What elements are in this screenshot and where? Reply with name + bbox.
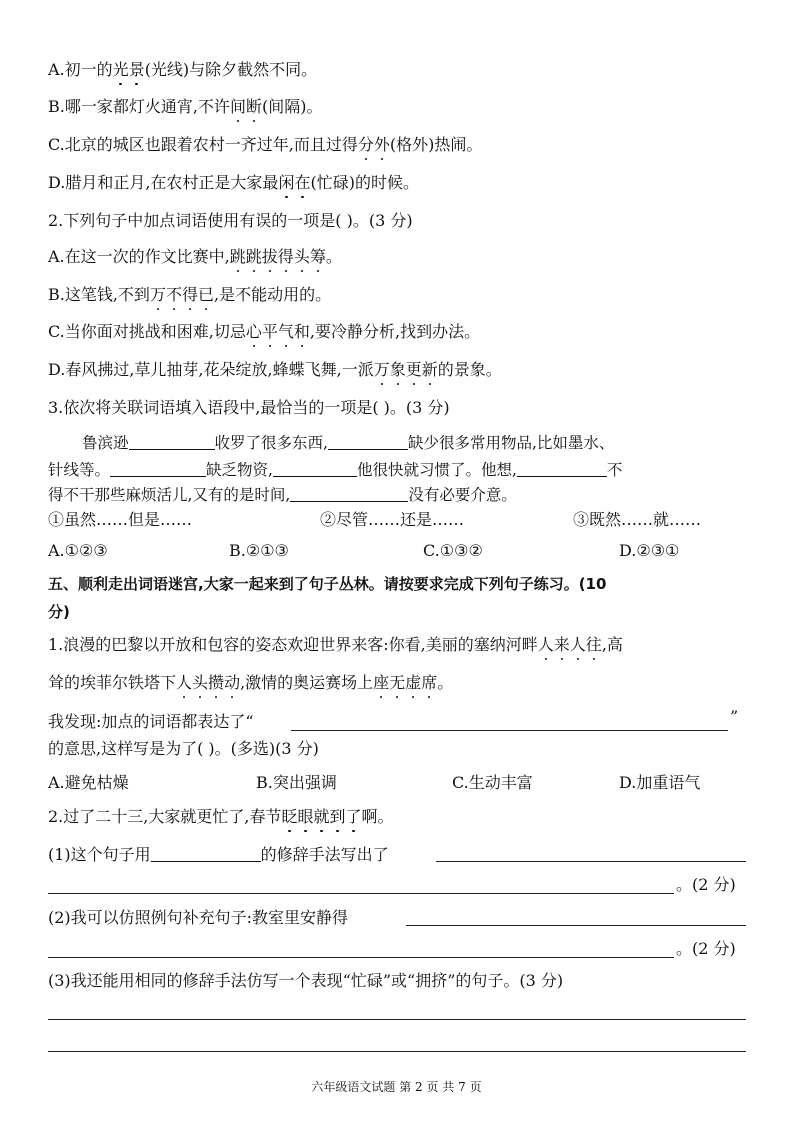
- q2-option-a: [48, 246, 342, 268]
- dotted-word: [358, 135, 390, 154]
- q3-choice-1: ①虽然……但是……: [48, 510, 193, 529]
- q3-choice-2: ②尽管……还是……: [320, 510, 465, 529]
- emphasis-char: 闲: [278, 173, 295, 192]
- emphasis-char: 更: [405, 360, 422, 379]
- emphasis-char: 往: [585, 635, 602, 654]
- q3-passage-line-1: [82, 432, 614, 454]
- q1-option-a: [48, 59, 317, 81]
- text: 2.过了二十三,大家就更忙了,春节: [48, 807, 282, 826]
- s2-stem: [48, 806, 394, 828]
- s1-option-c: C.生动丰富: [452, 773, 533, 792]
- answer-line[interactable]: [48, 1051, 746, 1052]
- text: B.哪一家都灯火通宵,不许: [48, 97, 230, 116]
- q3-answer-a: A.①②③: [48, 541, 108, 560]
- dotted-word: [246, 322, 310, 341]
- s1-meaning: 的意思,这样写是为了( )。(多选)(3 分): [48, 739, 319, 758]
- text: ,是不能动用的。: [214, 285, 332, 304]
- text: C.北京的城区也跟着农村一齐过年,而且过得: [48, 135, 358, 154]
- q2-option-b: [48, 284, 331, 306]
- text: (间隔)。: [261, 97, 323, 116]
- text: A.在这一次的作文比赛中,: [48, 247, 230, 266]
- q3-answer-b: B.②①③: [229, 541, 289, 560]
- q2-option-d: [48, 359, 502, 381]
- emphasis-char: 头: [192, 673, 209, 692]
- s2-q2-score: 。(2 分): [676, 939, 736, 958]
- dotted-word: [281, 807, 361, 826]
- emphasis-char: 光: [112, 60, 129, 79]
- emphasis-char: 人: [537, 635, 554, 654]
- q1-option-c: [48, 134, 482, 156]
- q3-passage-line-3: [48, 484, 517, 506]
- answer-blank[interactable]: [129, 433, 215, 450]
- emphasis-char: 外: [373, 135, 390, 154]
- emphasis-char: 间: [229, 97, 246, 116]
- text: 耸的埃菲尔铁塔下: [48, 673, 177, 692]
- dotted-word: [278, 173, 310, 192]
- emphasis-char: 断: [245, 97, 262, 116]
- emphasis-char: 就: [313, 807, 330, 826]
- s2-q1-score: 。(2 分): [676, 875, 736, 894]
- answer-blank[interactable]: [273, 460, 357, 477]
- section-5-title: 五、顺利走出词语迷宫,大家一起来到了句子丛林。请按要求完成下列句子练习。(10: [48, 575, 607, 593]
- text: 不: [606, 461, 623, 479]
- emphasis-char: 平: [261, 322, 278, 341]
- text: 收罗了很多东西,: [214, 434, 328, 452]
- answer-blank[interactable]: [151, 845, 261, 862]
- text: 缺少很多常用物品,比如墨水、: [407, 434, 615, 452]
- emphasis-char: 新: [421, 360, 438, 379]
- emphasis-char: 分: [357, 135, 374, 154]
- text: ,激情的奥运赛场上: [240, 673, 374, 692]
- emphasis-char: 无: [389, 673, 406, 692]
- emphasis-char: 在: [294, 173, 311, 192]
- emphasis-char: 座: [373, 673, 390, 692]
- emphasis-char: 象: [389, 360, 406, 379]
- text: (1)这个句子用: [48, 845, 151, 864]
- emphasis-char: 来: [553, 635, 570, 654]
- emphasis-char: 拔: [261, 247, 278, 266]
- text: 针线等。: [48, 461, 111, 479]
- section-5-title-cont: 分): [48, 603, 70, 621]
- text: A.初一的: [48, 60, 113, 79]
- answer-blank[interactable]: [110, 460, 206, 477]
- emphasis-char: 心: [245, 322, 262, 341]
- close-quote: ”: [730, 707, 739, 726]
- text: 他很快就习惯了。他想,: [356, 461, 517, 479]
- q3-passage-line-2: [48, 459, 622, 481]
- emphasis-char: 得: [277, 247, 294, 266]
- dotted-word: [374, 360, 438, 379]
- text: D.春风拂过,草儿抽芽,花朵绽放,蜂蝶飞舞,一派: [48, 360, 374, 379]
- emphasis-char: 人: [569, 635, 586, 654]
- q3-stem: 3.依次将关联词语填入语段中,最恰当的一项是( )。(3 分): [48, 398, 450, 417]
- s2-q1: [48, 844, 389, 866]
- dotted-word: [230, 247, 326, 266]
- text: ,高: [601, 635, 623, 654]
- dotted-word: [113, 60, 145, 79]
- s2-q3: (3)我还能用相同的修辞手法仿写一个表现“忙碌”或“拥挤”的句子。(3 分): [48, 971, 564, 990]
- text: B.这笔钱,不到: [48, 285, 150, 304]
- emphasis-char: 眨: [281, 807, 298, 826]
- emphasis-char: 万: [149, 285, 166, 304]
- text: 。: [437, 673, 454, 692]
- emphasis-char: 气: [277, 322, 294, 341]
- text: 我发现:加点的词语都表达了“: [48, 712, 254, 731]
- q3-choice-3: ③既然……就……: [573, 510, 702, 529]
- text: 。: [325, 247, 342, 266]
- q3-answer-c: C.①③②: [423, 541, 483, 560]
- text: D.腊月和正月,在农村正是大家最: [48, 173, 279, 192]
- emphasis-char: 头: [293, 247, 310, 266]
- dotted-word: [538, 635, 602, 654]
- s1-line-2: [48, 672, 453, 694]
- emphasis-char: 到: [329, 807, 346, 826]
- text: (光线)与除夕截然不同。: [144, 60, 318, 79]
- answer-line[interactable]: [48, 893, 674, 894]
- text: 的修辞手法写出了: [260, 845, 389, 864]
- emphasis-char: 得: [181, 285, 198, 304]
- q1-option-b: [48, 96, 322, 118]
- answer-blank[interactable]: [290, 485, 408, 502]
- text: 啊。: [361, 807, 394, 826]
- s1-option-b: B.突出强调: [256, 773, 337, 792]
- s1-found-line: [48, 711, 254, 733]
- text: 鲁滨逊: [82, 434, 129, 452]
- emphasis-char: 景: [128, 60, 145, 79]
- emphasis-char: 万: [373, 360, 390, 379]
- dotted-word: [373, 673, 437, 692]
- emphasis-char: 攒: [208, 673, 225, 692]
- emphasis-char: 跳: [229, 247, 246, 266]
- text: 1.浪漫的巴黎以开放和包容的姿态欢迎世界来客:你看,美丽的塞纳河畔: [48, 635, 538, 654]
- dotted-word: [176, 673, 240, 692]
- page-footer: 六年级语文试题 第 2 页 共 7 页: [311, 1080, 482, 1094]
- text: ,要冷静分析,找到办法。: [309, 322, 481, 341]
- text: 得不干那些麻烦活儿,又有的是时间,: [48, 486, 291, 504]
- answer-line[interactable]: [48, 957, 674, 958]
- emphasis-char: 席: [421, 673, 438, 692]
- emphasis-char: 动: [224, 673, 241, 692]
- emphasis-char: 虚: [405, 673, 422, 692]
- emphasis-char: 和: [293, 322, 310, 341]
- emphasis-char: 不: [165, 285, 182, 304]
- q3-answer-d: D.②③①: [619, 541, 680, 560]
- text: (格外)热闹。: [389, 135, 483, 154]
- text: C.当你面对挑战和困难,切忌: [48, 322, 246, 341]
- text: 没有必要介意。: [408, 486, 517, 504]
- s2-q2: (2)我可以仿照例句补充句子:教室里安静得: [48, 908, 349, 927]
- emphasis-char: 筹: [309, 247, 326, 266]
- dotted-word: [150, 285, 214, 304]
- s1-option-a: A.避免枯燥: [48, 773, 129, 792]
- emphasis-char: 眼: [297, 807, 314, 826]
- q1-option-d: [48, 172, 419, 194]
- text: 的景象。: [437, 360, 502, 379]
- answer-blank[interactable]: [328, 433, 408, 450]
- text: 缺乏物资,: [206, 461, 273, 479]
- answer-line[interactable]: [406, 925, 746, 926]
- answer-line[interactable]: [48, 1019, 746, 1020]
- s1-option-d: D.加重语气: [619, 773, 701, 792]
- answer-line[interactable]: [291, 730, 728, 731]
- emphasis-char: 跳: [245, 247, 262, 266]
- s1-line-1: [48, 634, 623, 656]
- q2-option-c: [48, 321, 480, 343]
- answer-line[interactable]: [436, 861, 746, 862]
- dotted-word: [230, 97, 262, 116]
- emphasis-char: 人: [176, 673, 193, 692]
- q2-stem: 2.下列句子中加点词语使用有误的一项是( )。(3 分): [48, 211, 413, 230]
- emphasis-char: 已: [197, 285, 214, 304]
- text: (忙碌)的时候。: [310, 173, 419, 192]
- answer-blank[interactable]: [517, 460, 607, 477]
- emphasis-char: 了: [345, 807, 362, 826]
